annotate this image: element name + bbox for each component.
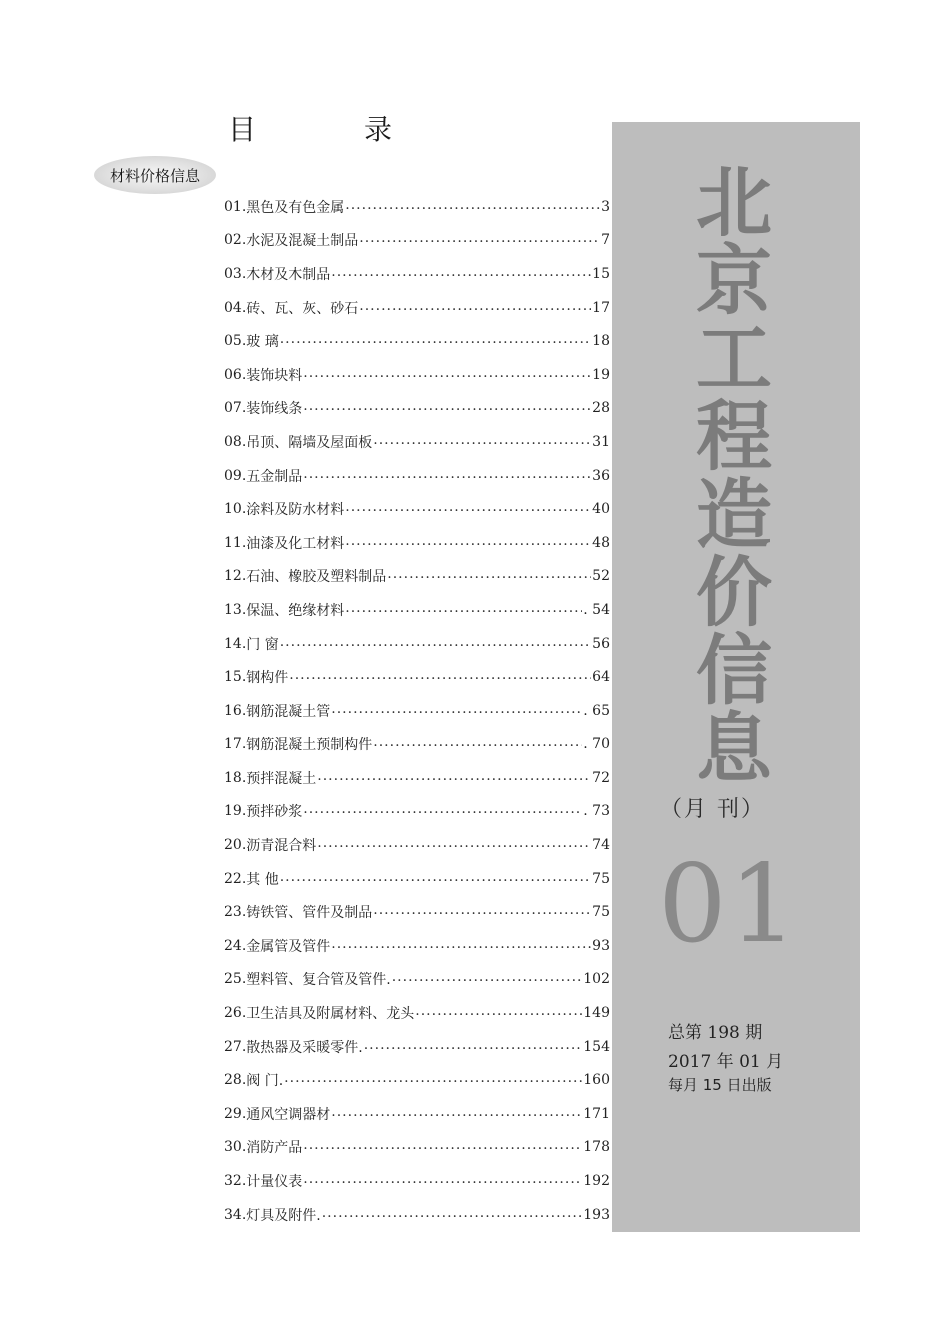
magazine-subtitle: （月 刊） <box>660 797 765 822</box>
toc-item-label: 黑色及有色金属 <box>246 199 345 216</box>
toc-item-label: 钢筋混凝土预制构件 <box>246 737 373 754</box>
toc-item-label: 其 他 <box>246 871 279 888</box>
toc-item[interactable] <box>224 996 610 1030</box>
toc-item[interactable] <box>224 257 610 291</box>
toc-item-number: 07. <box>224 400 247 417</box>
toc-item[interactable] <box>224 560 610 594</box>
toc-item-number: 02. <box>224 232 247 249</box>
toc-item-number: 01. <box>224 198 247 215</box>
toc-item[interactable] <box>224 828 610 862</box>
toc-item-label: 钢筋混凝土管 <box>246 703 331 720</box>
publish-note: 每月 15 日出版 <box>668 1076 772 1094</box>
toc-item-number: 27. <box>224 1038 247 1055</box>
toc-leader-dots <box>331 939 591 953</box>
toc-item[interactable] <box>224 324 610 358</box>
toc-leader-dots <box>331 704 582 718</box>
toc-item-label: 灯具及附件. <box>246 1207 321 1224</box>
section-label: 材料价格信息 <box>109 167 200 185</box>
toc-leader-dots <box>331 267 591 281</box>
toc-leader-dots <box>303 401 591 415</box>
toc-item-label: 卫生洁具及附属材料、龙头 <box>246 1006 415 1023</box>
toc-item[interactable] <box>224 862 610 896</box>
toc-list <box>224 190 610 1231</box>
toc-item-number: 19. <box>224 803 247 820</box>
toc-item[interactable] <box>224 1063 610 1097</box>
toc-item-page: 52 <box>592 568 610 585</box>
toc-item-number: 34. <box>224 1206 247 1223</box>
toc-item-page: 74 <box>592 837 610 854</box>
toc-item-label: 钢构件 <box>246 670 289 687</box>
toc-item-page: 56 <box>592 635 610 652</box>
toc-item[interactable] <box>224 1164 610 1198</box>
toc-item-page: 102 <box>583 971 610 988</box>
toc-item-label: 装饰线条 <box>246 401 303 418</box>
toc-item[interactable] <box>224 526 610 560</box>
magazine-title-char: 北 <box>696 158 772 247</box>
toc-item[interactable] <box>224 593 610 627</box>
toc-item-number: 24. <box>224 937 247 954</box>
toc-item-page: 48 <box>592 534 610 551</box>
toc-item-page: 75 <box>592 904 610 921</box>
toc-item-page: 17 <box>592 299 610 316</box>
toc-item-label: 沥青混合料 <box>246 838 317 855</box>
toc-item-page: 19 <box>592 366 610 383</box>
toc-item-number: 20. <box>224 837 247 854</box>
toc-item-number: 14. <box>224 635 247 652</box>
toc-leader-dots <box>392 972 583 986</box>
magazine-title-char: 息 <box>696 704 772 793</box>
toc-item-number: 22. <box>224 870 247 887</box>
toc-item-page: 154 <box>583 1038 610 1055</box>
toc-item-label: 油漆及化工材料 <box>246 535 345 552</box>
toc-item[interactable] <box>224 929 610 963</box>
toc-leader-dots <box>289 670 591 684</box>
magazine-title-char: 程 <box>696 392 772 481</box>
toc-leader-dots <box>303 1140 582 1154</box>
toc-item-page: 93 <box>592 937 610 954</box>
toc-item-page: 7 <box>601 232 610 249</box>
toc-item-label: 消防产品 <box>246 1140 303 1157</box>
toc-item-label: 铸铁管、管件及制品 <box>246 905 373 922</box>
toc-leader-dots <box>387 569 591 583</box>
toc-item-number: 18. <box>224 769 247 786</box>
toc-item-number: 06. <box>224 366 247 383</box>
toc-item-number: 13. <box>224 601 247 618</box>
toc-item[interactable] <box>224 358 610 392</box>
toc-leader-dots <box>303 368 591 382</box>
magazine-title <box>684 158 784 793</box>
toc-item[interactable] <box>224 1131 610 1165</box>
toc-item-page: 15 <box>592 265 610 282</box>
toc-item-number: 26. <box>224 1005 247 1022</box>
toc-item-page: 192 <box>583 1173 610 1190</box>
toc-leader-dots <box>303 804 582 818</box>
toc-leader-dots <box>345 502 591 516</box>
toc-item[interactable] <box>224 1097 610 1131</box>
toc-leader-dots <box>345 200 600 214</box>
toc-item-label: 吊顶、隔墙及屋面板 <box>246 434 373 451</box>
magazine-title-char: 价 <box>696 548 772 637</box>
toc-item-number: 12. <box>224 568 247 585</box>
toc-item-number: 04. <box>224 299 247 316</box>
page-title: 目 录 <box>227 113 432 146</box>
toc-leader-dots <box>317 771 591 785</box>
toc-item-label: 涂料及防水材料 <box>246 502 345 519</box>
toc-item[interactable] <box>224 291 610 325</box>
toc-item-label: 预拌砂浆 <box>246 804 303 821</box>
toc-item[interactable] <box>224 1030 610 1064</box>
toc-leader-dots <box>303 469 591 483</box>
toc-item-label: 水泥及混凝土制品 <box>246 233 359 250</box>
toc-item-label: 保温、绝缘材料 <box>246 602 345 619</box>
toc-item[interactable] <box>224 190 610 224</box>
toc-item-page: 40 <box>592 501 610 518</box>
toc-item-label: 门 窗 <box>246 636 279 653</box>
toc-item-page: 149 <box>583 1005 610 1022</box>
toc-item-number: 28. <box>224 1072 247 1089</box>
toc-item-label: 金属管及管件 <box>246 938 331 955</box>
toc-item-number: 09. <box>224 467 247 484</box>
toc-item-page: . 70 <box>583 736 610 753</box>
toc-item-page: 171 <box>583 1105 610 1122</box>
toc-item-number: 30. <box>224 1139 247 1156</box>
toc-item[interactable] <box>224 627 610 661</box>
toc-item-number: 29. <box>224 1105 247 1122</box>
toc-item-number: 03. <box>224 265 247 282</box>
toc-item-page: 18 <box>592 333 610 350</box>
toc-leader-dots <box>280 872 591 886</box>
toc-item-number: 08. <box>224 433 247 450</box>
toc-item-label: 玻 璃 <box>246 334 279 351</box>
toc-item-label: 计量仪表 <box>246 1174 303 1191</box>
toc-item-page: 75 <box>592 870 610 887</box>
toc-item[interactable] <box>224 660 610 694</box>
toc-item-page: 64 <box>592 669 610 686</box>
toc-item-page: 160 <box>583 1072 610 1089</box>
toc-leader-dots <box>303 1174 582 1188</box>
toc-leader-dots <box>280 637 591 651</box>
toc-leader-dots <box>331 1107 582 1121</box>
toc-item[interactable] <box>224 963 610 997</box>
magazine-title-char: 信 <box>696 626 772 715</box>
issue-date: 2017 年 01 月 <box>668 1052 784 1072</box>
toc-leader-dots <box>284 1073 582 1087</box>
section-badge <box>94 156 216 194</box>
toc-item-page: 36 <box>592 467 610 484</box>
toc-leader-dots <box>373 435 591 449</box>
toc-leader-dots <box>415 1006 582 1020</box>
toc-item-label: 塑料管、复合管及管件. <box>246 972 391 989</box>
toc-item-label: 装饰块料 <box>246 367 303 384</box>
toc-item[interactable] <box>224 795 610 829</box>
toc-item-label: 石油、橡胶及塑料制品 <box>246 569 387 586</box>
toc-item[interactable] <box>224 1198 610 1232</box>
magazine-title-char: 京 <box>696 236 772 325</box>
toc-item[interactable] <box>224 459 610 493</box>
toc-leader-dots <box>359 301 591 315</box>
toc-leader-dots <box>317 838 591 852</box>
toc-item-label: 五金制品 <box>246 468 303 485</box>
toc-item-page: . 73 <box>583 803 610 820</box>
toc-item-label: 木材及木制品 <box>246 266 331 283</box>
toc-item-number: 16. <box>224 702 247 719</box>
toc-leader-dots <box>280 334 591 348</box>
toc-leader-dots <box>345 536 591 550</box>
toc-leader-dots <box>322 1208 583 1222</box>
toc-item[interactable] <box>224 492 610 526</box>
toc-item-label: 阀 门. <box>246 1073 284 1090</box>
toc-item-page: 28 <box>592 400 610 417</box>
total-issue: 总第 198 期 <box>668 1023 763 1043</box>
toc-leader-dots <box>359 233 600 247</box>
toc-item-page: 193 <box>583 1206 610 1223</box>
toc-item[interactable] <box>224 895 610 929</box>
toc-item-page: 31 <box>592 433 610 450</box>
issue-number: 01 <box>658 842 800 967</box>
toc-item[interactable] <box>224 728 610 762</box>
toc-item-number: 25. <box>224 971 247 988</box>
toc-item[interactable] <box>224 425 610 459</box>
toc-item[interactable] <box>224 392 610 426</box>
toc-leader-dots <box>364 1040 583 1054</box>
toc-item-label: 砖、瓦、灰、砂石 <box>246 300 359 317</box>
toc-item-label: 预拌混凝土 <box>246 770 317 787</box>
toc-item-number: 11. <box>224 534 247 551</box>
toc-item-number: 17. <box>224 736 247 753</box>
cover-sidebar <box>612 122 860 1232</box>
toc-item-number: 05. <box>224 333 247 350</box>
toc-item-page: . 54 <box>583 601 610 618</box>
toc-leader-dots <box>373 737 582 751</box>
toc-item-label: 散热器及采暖零件. <box>246 1039 363 1056</box>
toc-leader-dots <box>345 603 582 617</box>
toc-item-page: 3 <box>601 198 610 215</box>
toc-item[interactable] <box>224 761 610 795</box>
toc-leader-dots <box>373 905 591 919</box>
toc-item-label: 通风空调器材 <box>246 1106 331 1123</box>
magazine-title-char: 造 <box>696 470 772 559</box>
toc-item-page: . 65 <box>583 702 610 719</box>
magazine-title-char: 工 <box>696 314 772 403</box>
toc-item[interactable] <box>224 694 610 728</box>
toc-item-number: 15. <box>224 669 247 686</box>
toc-item-page: 178 <box>583 1139 610 1156</box>
toc-item[interactable] <box>224 224 610 258</box>
toc-item-page: 72 <box>592 769 610 786</box>
toc-item-number: 23. <box>224 904 247 921</box>
toc-item-number: 32. <box>224 1173 247 1190</box>
toc-item-number: 10. <box>224 501 247 518</box>
